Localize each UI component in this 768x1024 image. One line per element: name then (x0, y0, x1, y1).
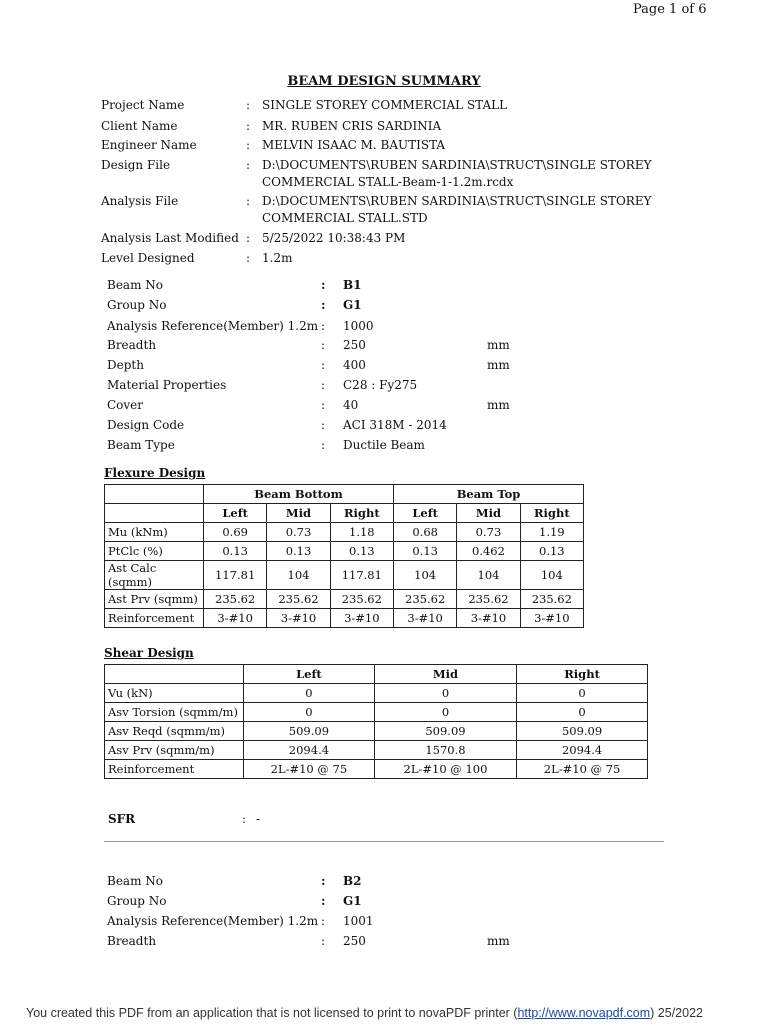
info-label: Engineer Name (101, 138, 197, 152)
beam-value: 400 (343, 358, 366, 372)
column-header: Left (204, 504, 267, 523)
beam-label: Breadth (107, 338, 157, 352)
info-value: D:\DOCUMENTS\RUBEN SARDINIA\STRUCT\SINGLE STOREY (262, 194, 652, 208)
beam-value: G1 (343, 894, 362, 908)
table-cell: 0.462 (457, 542, 520, 561)
info-value-cont: COMMERCIAL STALL.STD (262, 211, 428, 225)
column-header: Mid (267, 504, 330, 523)
colon: : (246, 158, 251, 172)
beam-label: Depth (107, 358, 144, 372)
column-header: Left (244, 665, 375, 684)
colon: : (246, 119, 251, 133)
row-label: Mu (kNm) (105, 523, 204, 542)
table-cell: 0 (517, 684, 648, 703)
table-row (105, 590, 584, 609)
footer-tail: ) 25/2022 (650, 1006, 703, 1020)
footer-text: You created this PDF from an application that is not licensed to print to novaPDF printer ( (26, 1006, 518, 1020)
beam-label: Beam Type (107, 438, 175, 452)
info-label: Analysis File (101, 194, 179, 208)
table-cell: 3-#10 (330, 609, 393, 628)
table-cell: 0 (374, 684, 516, 703)
beam-label: Design Code (107, 418, 185, 432)
table-cell: 117.81 (204, 561, 267, 590)
colon: : (321, 278, 326, 292)
table-cell: 0.13 (393, 542, 456, 561)
colon: : (321, 874, 326, 888)
beam-unit: mm (487, 398, 510, 412)
beam-value: 1001 (343, 914, 374, 928)
beam-label: Beam No (107, 874, 163, 888)
colon: : (246, 138, 251, 152)
table-cell: 235.62 (457, 590, 520, 609)
colon: : (321, 418, 326, 432)
beam-value: 250 (343, 338, 366, 352)
beam-value: B1 (343, 278, 362, 292)
table-cell: 0.73 (457, 523, 520, 542)
beam-value: G1 (343, 298, 362, 312)
beam-value: B2 (343, 874, 362, 888)
table-cell: 0 (517, 703, 648, 722)
colon: : (321, 338, 326, 352)
beam-value: C28 : Fy275 (343, 378, 418, 392)
info-value: 1.2m (262, 251, 293, 265)
table-cell: 2L-#10 @ 75 (244, 760, 375, 779)
table-cell: 0.13 (330, 542, 393, 561)
group-top-header: Beam Top (393, 485, 583, 504)
row-label: Reinforcement (105, 609, 204, 628)
info-label: Client Name (101, 119, 178, 133)
table-cell: 509.09 (374, 722, 516, 741)
beam-label: Cover (107, 398, 144, 412)
beam-value: 1000 (343, 319, 374, 333)
colon: : (242, 812, 247, 826)
table-cell: 509.09 (517, 722, 648, 741)
table-cell: 235.62 (330, 590, 393, 609)
table-cell: 0.68 (393, 523, 456, 542)
column-header: Right (517, 665, 648, 684)
column-header: Right (520, 504, 583, 523)
table-row (105, 684, 648, 703)
colon: : (321, 438, 326, 452)
table-cell: 3-#10 (457, 609, 520, 628)
row-label: Asv Prv (sqmm/m) (105, 741, 244, 760)
table-row (105, 703, 648, 722)
section-divider (104, 841, 664, 842)
table-cell: 104 (457, 561, 520, 590)
colon: : (321, 319, 326, 333)
colon: : (246, 251, 251, 265)
table-cell: 0 (374, 703, 516, 722)
table-row (105, 523, 584, 542)
table-cell: 0.73 (267, 523, 330, 542)
table-cell: 1570.8 (374, 741, 516, 760)
colon: : (321, 894, 326, 908)
table-cell: 3-#10 (520, 609, 583, 628)
table-row (105, 542, 584, 561)
table-cell: 2L-#10 @ 75 (517, 760, 648, 779)
beam-label: Analysis Reference(Member) 1.2m (107, 914, 319, 928)
info-value: SINGLE STOREY COMMERCIAL STALL (262, 98, 508, 112)
info-value: 5/25/2022 10:38:43 PM (262, 231, 406, 245)
table-cell: 1.18 (330, 523, 393, 542)
beam-value: ACI 318M - 2014 (343, 418, 447, 432)
row-label: Vu (kN) (105, 684, 244, 703)
table-cell: 3-#10 (393, 609, 456, 628)
table-cell: 2094.4 (517, 741, 648, 760)
table-cell: 104 (520, 561, 583, 590)
info-value: D:\DOCUMENTS\RUBEN SARDINIA\STRUCT\SINGLE STOREY (262, 158, 652, 172)
blank-header (105, 485, 204, 504)
table-cell: 235.62 (267, 590, 330, 609)
table-cell: 0.13 (267, 542, 330, 561)
info-label: Analysis Last Modified (101, 231, 239, 245)
beam-label: Beam No (107, 278, 163, 292)
column-header: Left (393, 504, 456, 523)
info-value-cont: COMMERCIAL STALL-Beam-1-1.2m.rcdx (262, 175, 514, 189)
table-cell: 0 (244, 703, 375, 722)
table-cell: 235.62 (393, 590, 456, 609)
document-title: BEAM DESIGN SUMMARY (287, 74, 481, 89)
beam-unit: mm (487, 338, 510, 352)
row-label: Reinforcement (105, 760, 244, 779)
table-cell: 1.19 (520, 523, 583, 542)
info-label: Project Name (101, 98, 185, 112)
table-row (105, 609, 584, 628)
blank-header (105, 665, 244, 684)
flexure-table (104, 484, 584, 628)
sfr-label: SFR (108, 812, 136, 826)
column-header: Right (330, 504, 393, 523)
colon: : (246, 231, 251, 245)
column-header: Mid (457, 504, 520, 523)
row-label: Asv Torsion (sqmm/m) (105, 703, 244, 722)
colon: : (246, 98, 251, 112)
column-header: Mid (374, 665, 516, 684)
sfr-value: - (256, 812, 261, 826)
row-label: Ast Prv (sqmm) (105, 590, 204, 609)
table-cell: 0.13 (520, 542, 583, 561)
table-cell: 104 (267, 561, 330, 590)
beam-value: 40 (343, 398, 359, 412)
table-cell: 3-#10 (267, 609, 330, 628)
beam-label: Breadth (107, 934, 157, 948)
table-row (105, 760, 648, 779)
colon: : (321, 934, 326, 948)
colon: : (321, 914, 326, 928)
table-cell: 2094.4 (244, 741, 375, 760)
table-header-row (105, 504, 584, 523)
beam-label: Analysis Reference(Member) 1.2m (107, 319, 319, 333)
colon: : (246, 194, 251, 208)
group-bottom-header: Beam Bottom (204, 485, 394, 504)
blank-header (105, 504, 204, 523)
beam-label: Material Properties (107, 378, 227, 392)
table-cell: 0.13 (204, 542, 267, 561)
beam-unit: mm (487, 934, 510, 948)
table-cell: 104 (393, 561, 456, 590)
table-row (105, 722, 648, 741)
table-header-row (105, 665, 648, 684)
page-number: Page 1 of 6 (633, 2, 707, 17)
license-footer (0, 1002, 768, 1024)
colon: : (321, 378, 326, 392)
info-label: Level Designed (101, 251, 195, 265)
info-value: MELVIN ISAAC M. BAUTISTA (262, 138, 446, 152)
table-cell: 235.62 (520, 590, 583, 609)
beam-value: 250 (343, 934, 366, 948)
table-cell: 0 (244, 684, 375, 703)
shear-heading: Shear Design (104, 646, 194, 660)
table-row (105, 561, 584, 590)
row-label: Asv Reqd (sqmm/m) (105, 722, 244, 741)
info-value: MR. RUBEN CRIS SARDINIA (262, 119, 442, 133)
table-header-row (105, 485, 584, 504)
novapdf-link[interactable]: http://www.novapdf.com (517, 1006, 651, 1020)
table-cell: 3-#10 (204, 609, 267, 628)
table-cell: 117.81 (330, 561, 393, 590)
beam-label: Group No (107, 298, 167, 312)
table-cell: 235.62 (204, 590, 267, 609)
beam-unit: mm (487, 358, 510, 372)
colon: : (321, 398, 326, 412)
table-cell: 509.09 (244, 722, 375, 741)
shear-table (104, 664, 648, 779)
row-label: Ast Calc (sqmm) (105, 561, 204, 590)
table-row (105, 741, 648, 760)
info-label: Design File (101, 158, 171, 172)
flexure-heading: Flexure Design (104, 466, 206, 480)
table-cell: 0.69 (204, 523, 267, 542)
row-label: PtClc (%) (105, 542, 204, 561)
table-cell: 2L-#10 @ 100 (374, 760, 516, 779)
colon: : (321, 298, 326, 312)
beam-value: Ductile Beam (343, 438, 425, 452)
colon: : (321, 358, 326, 372)
beam-label: Group No (107, 894, 167, 908)
